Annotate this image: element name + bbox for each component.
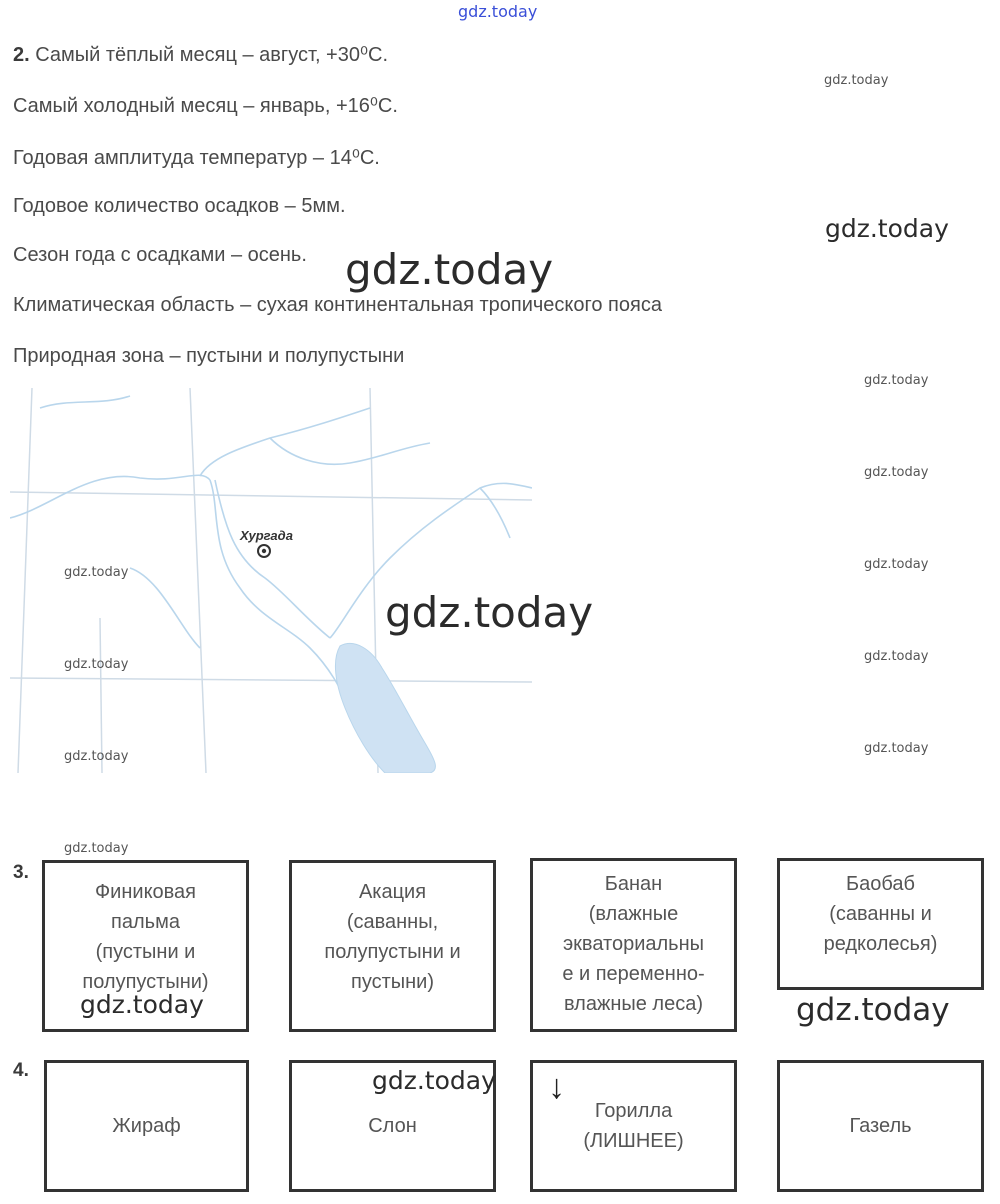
task3-card-3 <box>530 858 737 1032</box>
card-text: е и переменно- <box>562 963 705 985</box>
watermark: gdz.today <box>385 588 594 637</box>
watermark: gdz.today <box>864 741 929 756</box>
card-text: редколесья) <box>823 933 938 955</box>
card-text: полупустыни и <box>324 941 461 963</box>
task2-line-6: Климатическая область – сухая континентальная тропического пояса <box>13 294 662 316</box>
map-image <box>10 388 532 773</box>
card-text: Акация <box>358 881 427 903</box>
task3-number: 3. <box>13 862 29 883</box>
odd-marker-icon: ↓ <box>548 1068 565 1106</box>
task2-line-1 <box>13 42 388 67</box>
card-text: (влажные <box>588 903 679 925</box>
watermark: gdz.today <box>372 1066 496 1095</box>
card-text: полупустыни) <box>82 971 209 993</box>
task2-line-3: Годовая амплитуда температур – 14⁰С. <box>13 147 380 169</box>
map-sea <box>335 643 435 773</box>
task2-line-2: Самый холодный месяц – январь, +16⁰С. <box>13 95 398 117</box>
card-text: экваториальны <box>562 933 704 955</box>
task3-card-2 <box>289 860 496 1032</box>
card-text: (саванны, <box>346 911 439 933</box>
card-text: Банан <box>604 873 663 895</box>
watermark: gdz.today <box>864 649 929 664</box>
watermark: gdz.today <box>64 841 129 856</box>
map-city-label: Хургада <box>240 528 293 543</box>
watermark: gdz.today <box>796 992 950 1028</box>
task4-card-1 <box>44 1060 249 1192</box>
watermark: gdz.today <box>824 73 889 88</box>
watermark: gdz.today <box>864 373 929 388</box>
card-text: Жираф <box>112 1115 181 1137</box>
card-text: влажные леса) <box>563 993 703 1015</box>
card-text: (саванны и <box>829 903 932 925</box>
task2-line-5: Сезон года с осадками – осень. <box>13 244 307 266</box>
watermark: gdz.today <box>825 214 949 243</box>
card-text: Финиковая <box>94 881 197 903</box>
watermark: gdz.today <box>64 657 129 672</box>
card-text: пустыни) <box>350 971 435 993</box>
task4-card-4 <box>777 1060 984 1192</box>
watermark: gdz.today <box>64 749 129 764</box>
task3-card-4 <box>777 858 984 990</box>
task2-line-1-text: Самый тёплый месяц – август, +30⁰С. <box>35 44 388 66</box>
task4-number: 4. <box>13 1060 29 1081</box>
card-text: (пустыни и <box>95 941 196 963</box>
watermark: gdz.today <box>864 557 929 572</box>
watermark: gdz.today <box>864 465 929 480</box>
card-text: Горилла <box>594 1100 673 1122</box>
card-text: Слон <box>368 1115 417 1137</box>
card-text: (ЛИШНЕЕ) <box>583 1130 684 1152</box>
watermark-top: gdz.today <box>458 2 538 21</box>
watermark: gdz.today <box>64 565 129 580</box>
card-text: пальма <box>111 911 180 933</box>
map-city-marker <box>258 545 270 557</box>
task2-number: 2. <box>13 44 30 66</box>
card-text: Баобаб <box>846 873 915 895</box>
task2-line-7: Природная зона – пустыни и полупустыни <box>13 345 405 367</box>
watermark: gdz.today <box>80 990 204 1019</box>
watermark: gdz.today <box>345 245 554 294</box>
map-grid-lines <box>10 388 532 773</box>
task2-line-4: Годовое количество осадков – 5мм. <box>13 195 346 217</box>
card-text: Газель <box>849 1115 912 1137</box>
